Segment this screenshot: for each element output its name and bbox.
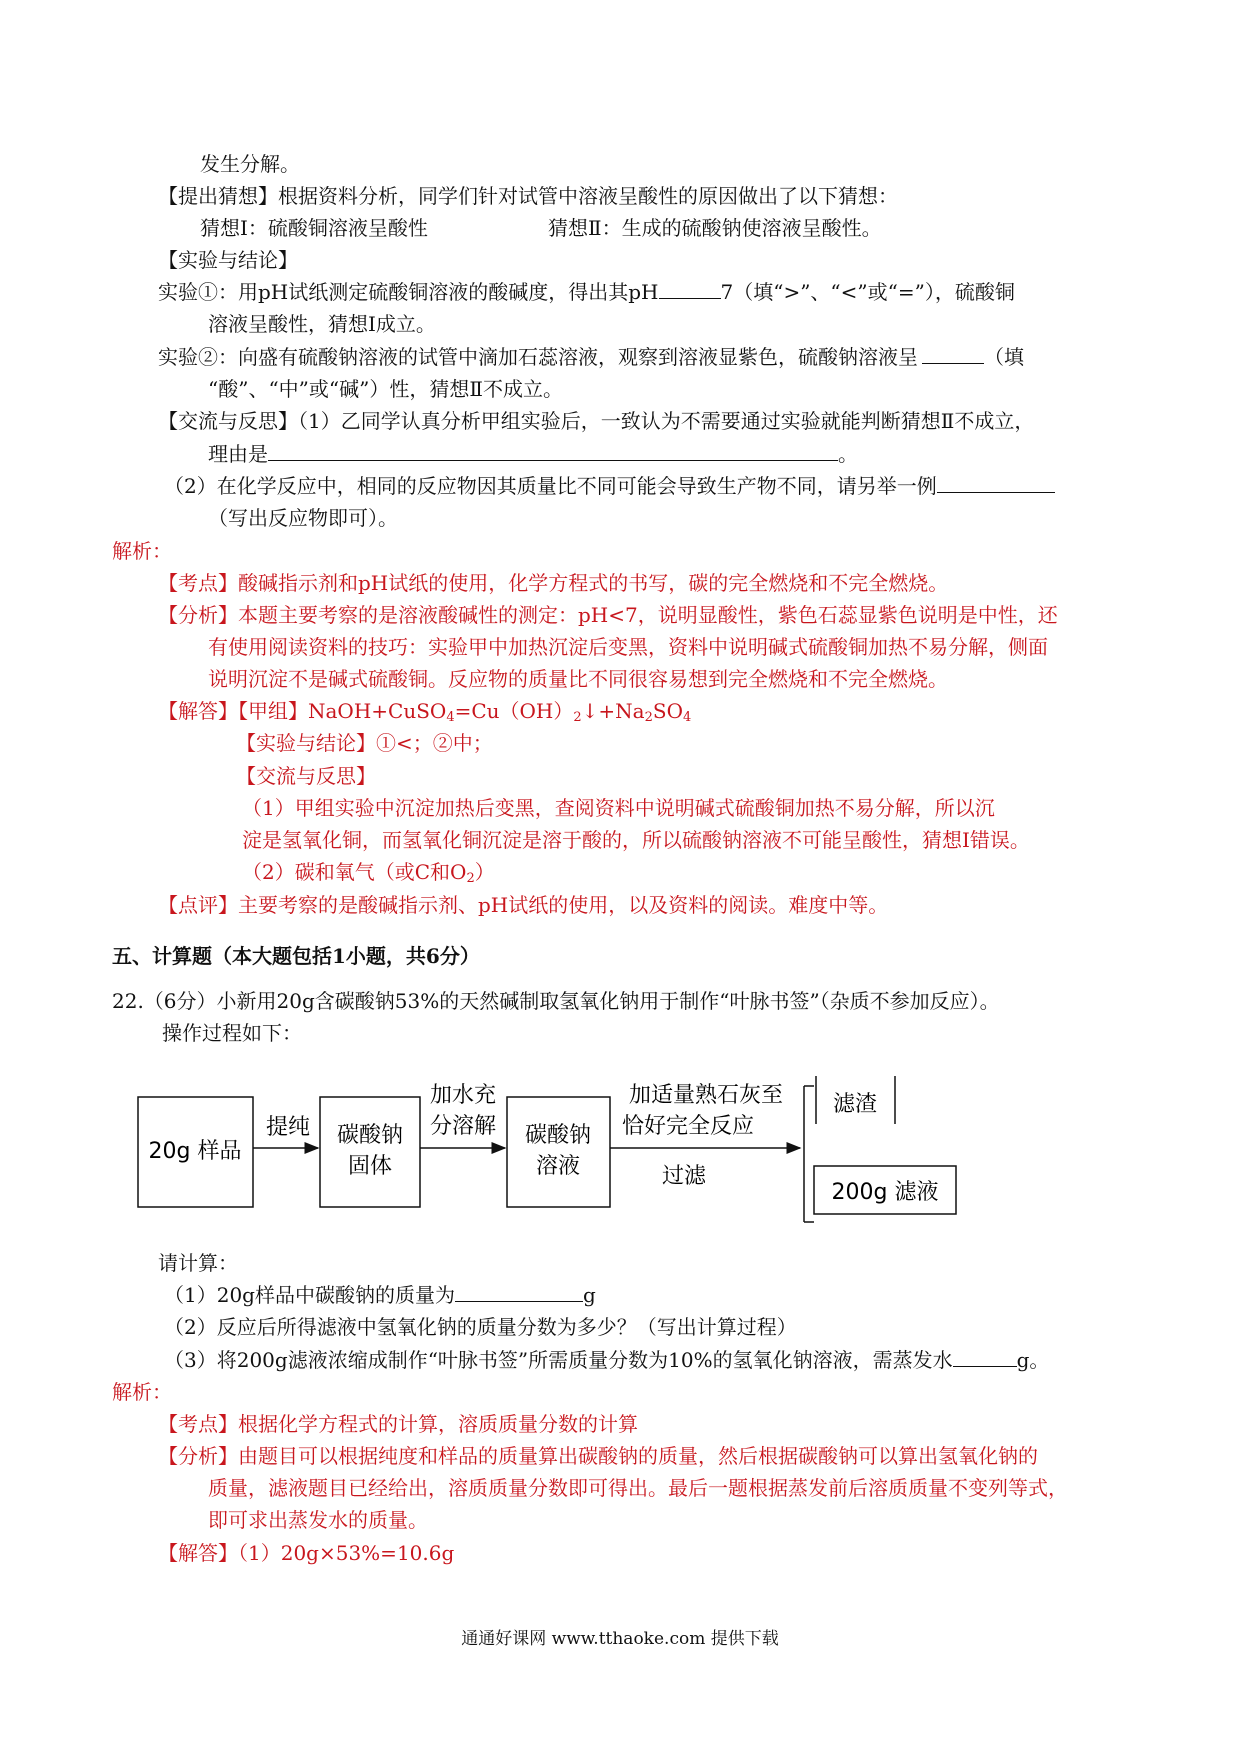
text-line: 请计算：	[158, 1251, 238, 1275]
answer-blank	[268, 440, 838, 461]
analysis-text: 说明沉淀不是碱式硫酸铜。反应物的质量比不同很容易想到完全燃烧和不完全燃烧。	[208, 667, 948, 691]
example-line: （2）在化学反应中，相同的反应物因其质量比不同可能会导致生产物不同，请另举一例	[164, 472, 1055, 500]
answer-blank	[455, 1281, 583, 1302]
arrow-label: 分溶解	[429, 1114, 497, 1139]
analysis-label: 解析：	[112, 1380, 172, 1404]
experiment-1: 实验①：用pH试纸测定硫酸铜溶液的酸碱度，得出其pH 7（填“>”、“<”或“=”），硫酸铜	[158, 280, 1015, 304]
answer-equation: 【解答】【甲组】$NaOH+CuSO_4=Cu(OH)_2↓+Na_2SO_4$	[158, 699, 692, 725]
arrow-label: 加水充	[429, 1083, 497, 1108]
guess-1: 猜想Ⅰ：硫酸铜溶液呈酸性	[200, 216, 428, 240]
text-line: 溶液呈酸性，猜想Ⅰ成立。	[208, 312, 436, 336]
sodium-carbonate-solid-box	[320, 1097, 420, 1207]
arrow-label: 过滤	[661, 1164, 707, 1189]
comment: 【点评】主要考察的是酸碱指示剂、pH试纸的使用，以及资料的阅读。难度中等。	[158, 893, 889, 917]
guess-2: 猜想Ⅱ：生成的硫酸钠使溶液呈酸性。	[548, 216, 882, 240]
arrow-label: 提纯	[265, 1115, 311, 1140]
box-label: 溶液	[535, 1154, 581, 1179]
answer-blank	[953, 1346, 1017, 1367]
answer-text: （1）甲组实验中沉淀加热后变黑，查阅资料中说明碱式硫酸铜加热不易分解，所以沉	[242, 796, 995, 820]
answer-blank	[659, 278, 721, 299]
answer-blank	[922, 343, 984, 364]
arrow-label: 加适量熟石灰至	[628, 1083, 784, 1108]
page-footer: 通通好课网 www.tthaoke.com 提供下载	[461, 1629, 779, 1649]
section-heading: 五、计算题（本大题包括1小题，共6分）	[112, 944, 480, 968]
analysis-text: 质量，滤液题目已经给出，溶质质量分数即可得出。最后一题根据蒸发前后溶质质量不变列等式，	[208, 1476, 1068, 1500]
answer-text: （2）碳和氧气（或C和$O_2$）	[242, 860, 495, 886]
process-flow-diagram	[0, 1060, 1240, 1240]
reason-line: 理由是 。	[208, 442, 858, 466]
filtrate-label: 200g 滤液	[831, 1180, 939, 1205]
analysis-text: 【分析】由题目可以根据纯度和样品的质量算出碳酸钠的质量，然后根据碳酸钠可以算出氢氧化钠的	[158, 1444, 1038, 1468]
question-22: 22.（6分）小新用20g含碳酸钠53%的天然碱制取氢氧化钠用于制作“叶脉书签”（杂质不参加反应）。	[112, 989, 1000, 1013]
experiment-2: 实验②：向盛有硫酸钠溶液的试管中滴加石蕊溶液，观察到溶液显紫色，硫酸钠溶液呈 （填	[158, 345, 1024, 369]
text-line: “酸”、“中”或“碱”）性，猜想Ⅱ不成立。	[208, 377, 563, 401]
answer-text: 【实验与结论】①<；②中；	[236, 731, 493, 755]
answer-text: 淀是氢氧化铜，而氢氧化铜沉淀是溶于酸的，所以硫酸钠溶液不可能呈酸性，猜想Ⅰ错误。	[242, 828, 1030, 852]
box-label: 碳酸钠	[524, 1123, 592, 1148]
answer-text: 【交流与反思】	[236, 764, 376, 788]
analysis-text: 有使用阅读资料的技巧：实验甲中加热沉淀后变黑，资料中说明碱式硫酸铜加热不易分解，侧面	[208, 635, 1048, 659]
text-line: 【实验与结论】	[158, 248, 298, 272]
text-line: 操作过程如下：	[162, 1021, 302, 1045]
calc-1: （1）20g样品中碳酸钠的质量为 g	[164, 1283, 596, 1307]
arrow-label: 恰好完全反应	[621, 1114, 755, 1139]
answer-text: 【解答】（1）20g×53%=10.6g	[158, 1541, 455, 1565]
analysis-text: 【分析】本题主要考察的是溶液酸碱性的测定：pH<7，说明显酸性，紫色石蕊显紫色说明是中性，还	[158, 603, 1058, 627]
sample-label: 20g 样品	[148, 1139, 242, 1164]
box-label: 固体	[347, 1154, 393, 1179]
box-label: 碳酸钠	[336, 1123, 404, 1148]
text-line: 发生分解。	[200, 152, 300, 176]
calc-3: （3）将200g滤液浓缩成制作“叶脉书签”所需质量分数为10%的氢氧化钠溶液，需蒸发水 g。	[164, 1348, 1050, 1372]
text-line: （写出反应物即可）。	[208, 506, 398, 530]
analysis-text: 即可求出蒸发水的质量。	[208, 1508, 428, 1532]
calc-2: （2）反应后所得滤液中氢氧化钠的质量分数为多少？（写出计算过程）	[164, 1315, 797, 1339]
residue-label: 滤渣	[832, 1092, 878, 1117]
key-points: 【考点】根据化学方程式的计算，溶质质量分数的计算	[158, 1412, 638, 1436]
text-line: 【交流与反思】（1）乙同学认真分析甲组实验后，一致认为不需要通过实验就能判断猜想Ⅱ不成立，	[158, 409, 1035, 433]
text-line: 【提出猜想】根据资料分析，同学们针对试管中溶液呈酸性的原因做出了以下猜想：	[158, 184, 898, 208]
key-points: 【考点】酸碱指示剂和pH试纸的使用，化学方程式的书写，碳的完全燃烧和不完全燃烧。	[158, 571, 949, 595]
sodium-carbonate-solution-box	[507, 1097, 610, 1207]
answer-blank	[937, 472, 1055, 493]
analysis-label: 解析：	[112, 539, 172, 563]
